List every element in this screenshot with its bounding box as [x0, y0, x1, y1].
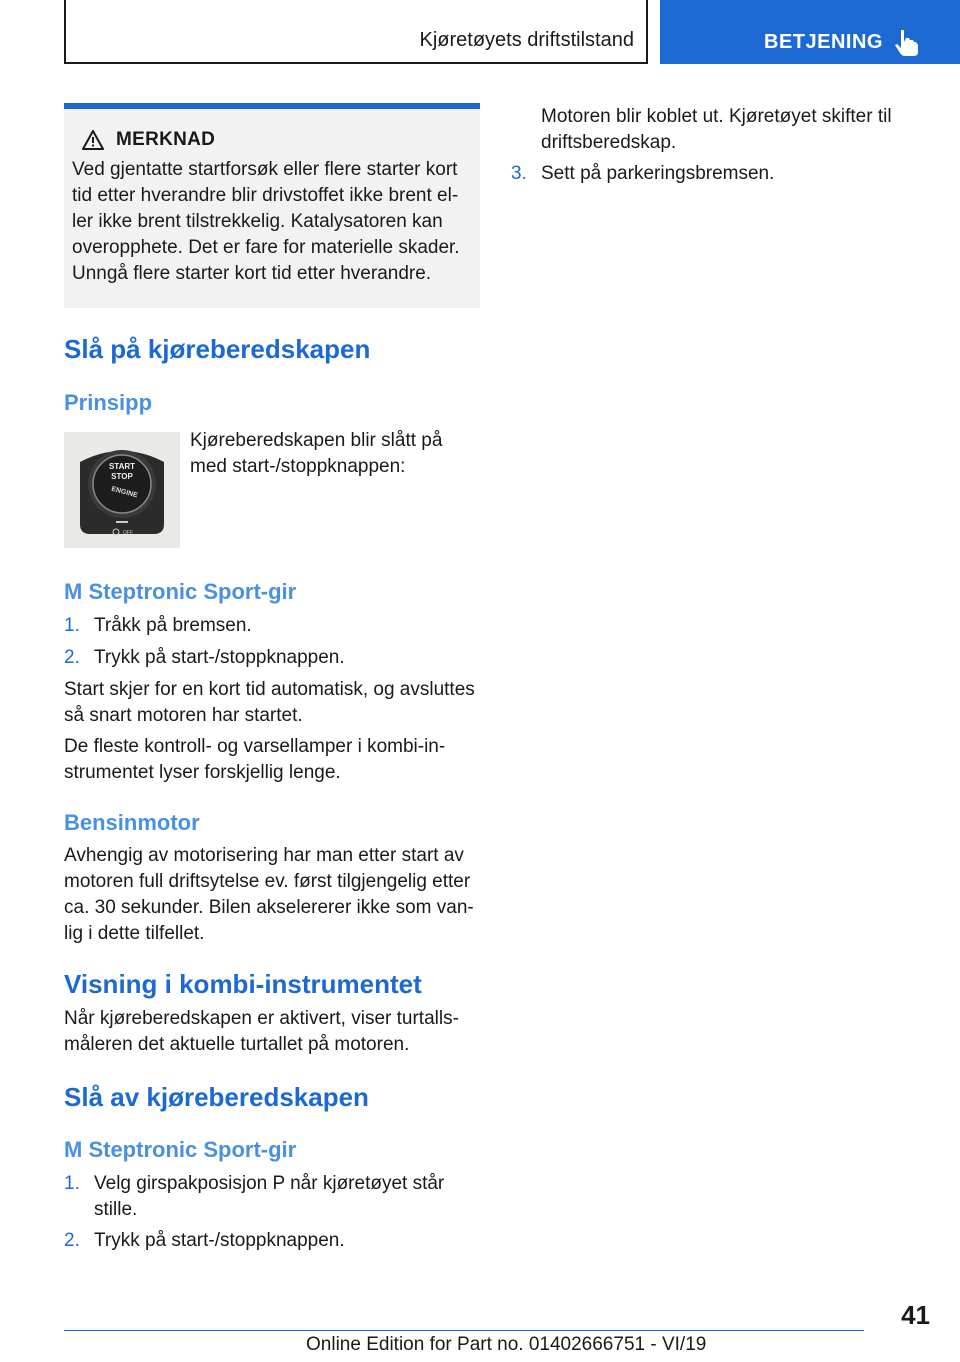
- list-item: [64, 1171, 444, 1223]
- footer-divider: [64, 1330, 864, 1331]
- notice-line: overopphete. Det er fare for materielle skader.: [72, 237, 460, 258]
- para-line: strumentet lyser forskjellig lenge.: [64, 762, 341, 783]
- list-item: [511, 161, 774, 187]
- list-number: 1.: [64, 615, 80, 636]
- list-text: Trykk på start-/stoppknappen.: [94, 1230, 345, 1251]
- para-line: så snart motoren har startet.: [64, 705, 303, 726]
- notice-line: Unngå flere starter kort tid etter hverandre.: [72, 263, 432, 284]
- notice-line: Ved gjentatte startforsøk eller flere starter kort: [72, 159, 458, 180]
- notice-box: [64, 103, 480, 308]
- list-number: 3.: [511, 163, 527, 184]
- notice-header: [82, 129, 468, 151]
- list-line: stille.: [94, 1199, 138, 1220]
- subheading-petrol-engine: Bensinmotor: [64, 810, 200, 835]
- chapter-title: Kjøretøyets driftstilstand: [419, 29, 634, 51]
- list-number: 2.: [64, 1230, 80, 1251]
- button-label-stop: STOP: [111, 472, 133, 481]
- steptronic-paragraph-1: [64, 677, 475, 729]
- button-label-off: OFF: [123, 530, 133, 536]
- subheading-steptronic-on: M Steptronic Sport-gir: [64, 579, 297, 604]
- section-title-stop: Slå av kjøreberedskapen: [64, 1082, 369, 1112]
- principle-line: med start-/stoppknappen:: [190, 456, 406, 477]
- para-line: ca. 30 sekunder. Bilen akselererer ikke som van‐: [64, 897, 474, 918]
- section-tab-label: BETJENING: [764, 31, 883, 53]
- para-line: lig i dette tilfellet.: [64, 923, 205, 944]
- chapter-header: [64, 0, 648, 64]
- section-title-start: Slå på kjøreberedskapen: [64, 334, 371, 364]
- para-line: De fleste kontroll- og varsellamper i kombi-in‐: [64, 736, 446, 757]
- list-line: Velg girspakposisjon P når kjøretøyet står: [94, 1173, 445, 1194]
- para-line: motoren full driftsytelse ev. først tilgjengelig etter: [64, 871, 471, 892]
- warning-triangle-icon: [82, 130, 104, 150]
- notice-line: ler ikke brent tilstrekkelig. Katalysatoren kan: [72, 211, 443, 232]
- list-text: [94, 1171, 444, 1223]
- principle-text: [190, 428, 442, 480]
- petrol-text: [64, 843, 474, 947]
- page-number: 41: [901, 1300, 930, 1330]
- steptronic-paragraph-2: [64, 734, 445, 786]
- list-number: 2.: [64, 647, 80, 668]
- notice-line: tid etter hverandre blir drivstoffet ikke brent el‐: [72, 185, 459, 206]
- notice-text: [72, 157, 468, 287]
- para-line: Motoren blir koblet ut. Kjøretøyet skifter til: [541, 106, 892, 127]
- principle-line: Kjøreberedskapen blir slått på: [190, 430, 443, 451]
- start-stop-button-image: [64, 432, 180, 548]
- button-label-start: START: [108, 462, 136, 471]
- section-tab[interactable]: [660, 0, 960, 64]
- para-line: Avhengig av motorisering har man etter start av: [64, 845, 464, 866]
- list-number: 1.: [64, 1173, 80, 1194]
- section-title-display: Visning i kombi-instrumentet: [64, 969, 422, 999]
- subheading-steptronic-off: M Steptronic Sport-gir: [64, 1137, 297, 1162]
- list-item: [64, 1228, 345, 1254]
- para-line: driftsberedskap.: [541, 132, 677, 153]
- display-text: [64, 1006, 459, 1058]
- pointing-hand-icon: [894, 28, 920, 56]
- para-line: Når kjøreberedskapen er aktivert, viser turtalls‐: [64, 1008, 459, 1029]
- para-line: Start skjer for en kort tid automatisk, og avsluttes: [64, 679, 475, 700]
- list-item: [64, 613, 252, 639]
- footer-edition: Online Edition for Part no. 01402666751 - VI/19: [306, 1334, 707, 1355]
- button-label-engine: ENGINE: [110, 485, 139, 500]
- list-text: Trykk på start-/stoppknappen.: [94, 647, 345, 668]
- notice-title: MERKNAD: [116, 129, 216, 150]
- para-line: måleren det aktuelle turtallet på motoren.: [64, 1034, 410, 1055]
- continued-text: [541, 104, 892, 156]
- subheading-principle: Prinsipp: [64, 390, 153, 415]
- list-text: Sett på parkeringsbremsen.: [541, 163, 775, 184]
- list-item: [64, 645, 345, 671]
- list-text: Tråkk på bremsen.: [94, 615, 252, 636]
